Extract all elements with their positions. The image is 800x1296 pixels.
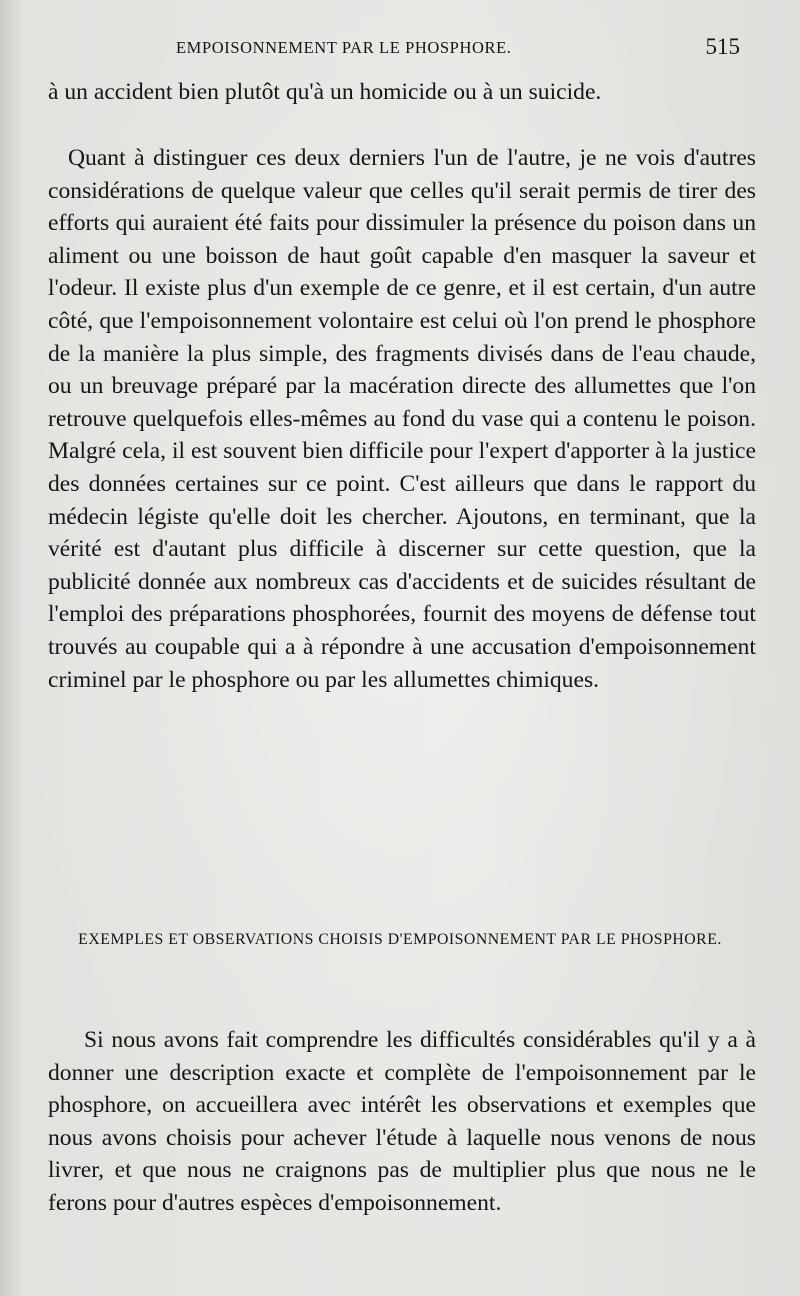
paragraph-continuation (48, 76, 756, 109)
paragraph-2-text: Quant à distinguer ces deux derniers l'un de l'autre, je ne vois d'autres considérations de quelque valeur que celles qu'il serait permis de tirer des efforts qui auraient été faits pour dissimuler la présence du poison dans un aliment ou une boisson de haut goût capable d'en masquer la saveur et l'odeur. Il existe plus d'un exemple de ce genre, et il est certain, d'un autre côté, que l'empoisonnement volontaire est celui où l'on prend le phosphore de la manière la plus simple, des fragments divisés dans de l'eau chaude, ou un breuvage préparé par la macération directe des allumettes que l'on retrouve quelquefois elles-mêmes au fond du vase qui a contenu le poison. Malgré cela, il est souvent bien difficile pour l'expert d'apporter à la justice des données certaines sur ce point. C'est ailleurs que dans le rapport du médecin légiste qu'elle doit les chercher. Ajoutons, en terminant, que la vérité est d'autant plus difficile à discerner sur cette question, que la publicité donnée aux nombreux cas d'accidents et de suicides résultant de l'emploi des préparations phosphorées, fournit des moyens de défense tout trouvés au coupable qui a à répondre à une accusation d'empoisonnement criminel par le phosphore ou par les allumettes chimiques. (48, 145, 756, 693)
paragraph-3-text: Si nous avons fait comprendre les difficultés considérables qu'il y a à donner une description exacte et complète de l'empoisonnement par le phosphore, on accueillera avec intérêt les observations et exemples que nous avons choisis pour achever l'étude à laquelle nous venons de nous livrer, et que nous ne craignons pas de multiplier plus que nous ne le ferons pour d'autres espèces d'empoisonnement. (48, 1027, 756, 1216)
paragraph-distinguishing (48, 142, 756, 696)
paragraph-examples-intro (48, 1024, 756, 1220)
section-heading: EXEMPLES ET OBSERVATIONS CHOISIS D'EMPOISONNEMENT PAR LE PHOSPHORE. (78, 931, 722, 948)
page-number: 515 (705, 34, 740, 59)
running-head (48, 34, 740, 64)
paragraph-1-text: à un accident bien plutôt qu'à un homicide ou à un suicide. (48, 79, 602, 105)
running-title: EMPOISONNEMENT PAR LE PHOSPHORE. (176, 38, 512, 57)
